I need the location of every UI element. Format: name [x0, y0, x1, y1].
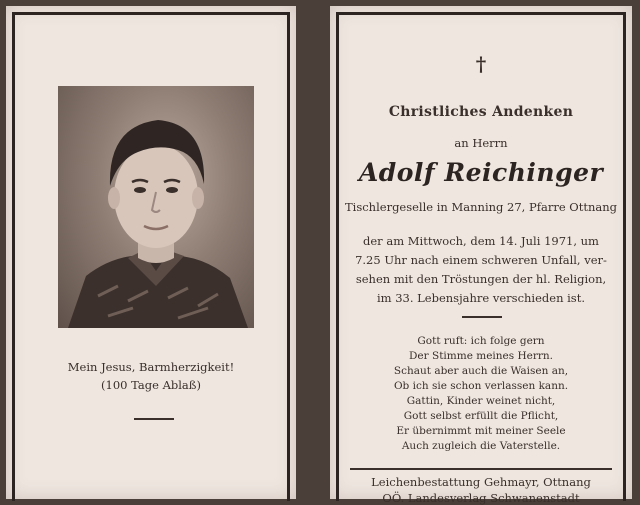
an-herrn-label: an Herrn [454, 136, 508, 150]
poem-line: Gattin, Kinder weinet nicht, [406, 395, 556, 407]
memorial-card-left [6, 6, 296, 499]
caption-prayer: Mein Jesus, Barmherzigkeit! [67, 360, 235, 374]
portrait-illustration [58, 86, 254, 328]
cross-icon: † [475, 52, 487, 76]
text-line: der am Mittwoch, dem 14. Juli 1971, um [363, 234, 599, 248]
portrait-photo [58, 86, 254, 328]
memorial-card-right [330, 6, 632, 505]
poem-line: Auch zugleich die Vaterstelle. [401, 440, 561, 452]
publisher-line: OÖ. Landesverlag Schwanenstadt [382, 491, 580, 505]
poem-line: Gott ruft: ich folge gern [417, 335, 545, 347]
section-divider [462, 316, 502, 318]
poem-line: Schaut aber auch die Waisen an, [393, 365, 569, 377]
text-line: im 33. Lebensjahre verschieden ist. [376, 291, 585, 305]
poem-line: Ob ich sie schon verlassen kann. [393, 380, 569, 392]
card-heading: Christliches Andenken [388, 104, 574, 120]
text-line: sehen mit den Tröstungen der hl. Religion, [355, 272, 607, 286]
caption-divider [134, 418, 174, 420]
caption-indulgence: (100 Tage Ablaß) [101, 378, 201, 392]
text-line: 7.25 Uhr nach einem schweren Unfall, ver- [355, 253, 607, 267]
poem-line: Der Stimme meines Herrn. [409, 350, 553, 362]
poem-line: Gott selbst erfüllt die Pflicht, [403, 410, 559, 422]
funeral-home-line: Leichenbestattung Gehmayr, Ottnang [371, 475, 591, 489]
footer-divider [350, 468, 612, 470]
poem-line: Er übernimmt mit meiner Seele [396, 425, 566, 437]
deceased-name: Adolf Reichinger [358, 158, 604, 187]
occupation-line: Tischlergeselle in Manning 27, Pfarre Ottnang [344, 200, 617, 214]
